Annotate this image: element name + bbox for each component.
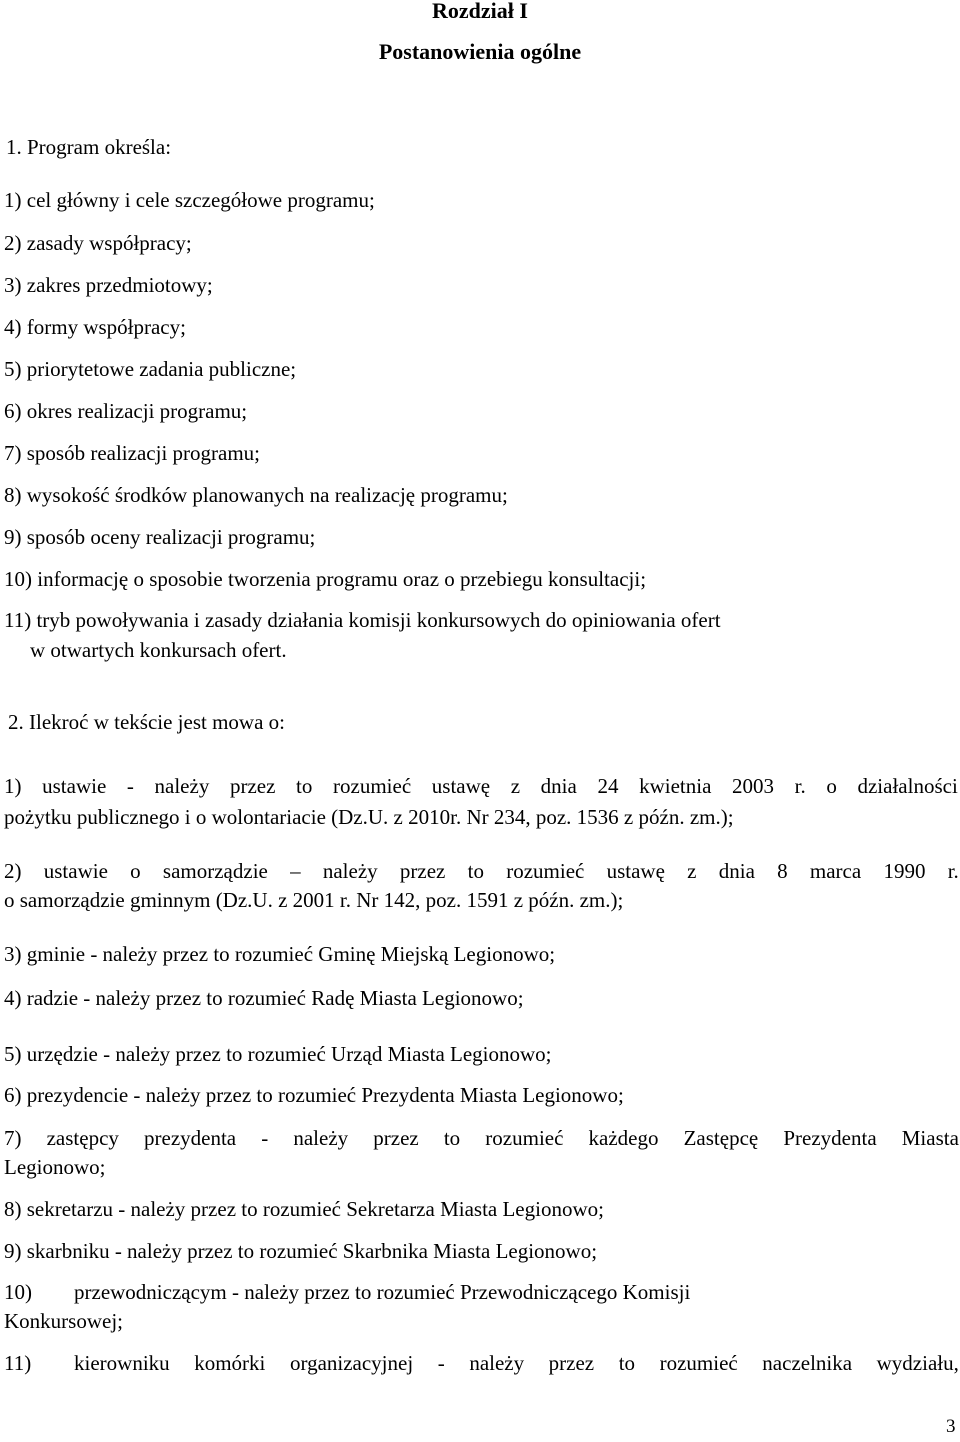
definition-10-number: 10) <box>4 1280 32 1304</box>
list-item-continuation: w otwartych konkursach ofert. <box>30 638 287 662</box>
word: 2003 <box>732 774 775 798</box>
word: prezydenta <box>144 1126 237 1150</box>
definition-10-line-2: Konkursowej; <box>4 1309 123 1333</box>
definition-6: 6) prezydencie - należy przez to rozumieć Prezydenta Miasta Legionowo; <box>4 1083 624 1107</box>
definition-10-line-1 <box>4 1278 690 1306</box>
definition-1-line-1 <box>4 772 958 800</box>
word: przez <box>548 1351 595 1375</box>
word: 1990 <box>883 859 926 883</box>
word: przez <box>373 1126 419 1150</box>
chapter-title: Postanowienia ogólne <box>378 39 582 64</box>
word: to <box>467 859 484 883</box>
word: o <box>130 859 141 883</box>
word: należy <box>154 774 210 798</box>
list-item: 6) okres realizacji programu; <box>4 399 248 423</box>
word: to <box>618 1351 636 1375</box>
definition-4: 4) radzie - należy przez to rozumieć Radę Miasta Legionowo; <box>4 986 524 1010</box>
list-item: 2) zasady współpracy; <box>4 231 192 255</box>
definition-9: 9) skarbniku - należy przez to rozumieć Skarbnika Miasta Legionowo; <box>4 1239 598 1263</box>
section-1-intro: 1. Program określa: <box>6 135 172 159</box>
chapter-heading: Rozdział I <box>432 0 528 23</box>
word: każdego <box>588 1126 659 1150</box>
word: rozumieć <box>333 774 412 798</box>
list-item: 5) priorytetowe zadania publiczne; <box>4 357 297 381</box>
word: – <box>290 859 301 883</box>
word: dnia <box>718 859 755 883</box>
word: 2) <box>4 859 22 883</box>
word: 24 <box>597 774 619 798</box>
word: kwietnia <box>639 774 712 798</box>
word: zastępcy <box>46 1126 119 1150</box>
word: kierowniku <box>74 1351 170 1375</box>
word: o <box>826 774 837 798</box>
word: należy <box>293 1126 349 1150</box>
word: 1) <box>4 774 22 798</box>
definition-1-line-2: pożytku publicznego i o wolontariacie (Dz.U. z 2010r. Nr 234, poz. 1536 z późn. zm.); <box>4 805 734 829</box>
word: ustawie <box>42 774 107 798</box>
list-item: 1) cel główny i cele szczegółowe programu; <box>4 188 375 212</box>
word: działalności <box>857 774 958 798</box>
word: 8 <box>777 859 788 883</box>
word: Zastępcę <box>683 1126 759 1150</box>
definition-3: 3) gminie - należy przez to rozumieć Gminę Miejską Legionowo; <box>4 942 556 966</box>
definition-10-text: przewodniczącym - należy przez to rozumieć Przewodniczącego Komisji <box>74 1280 691 1304</box>
word: to <box>443 1126 461 1150</box>
list-item: 7) sposób realizacji programu; <box>4 441 260 465</box>
definition-2-line-1 <box>4 857 959 885</box>
page-number: 3 <box>946 1416 956 1437</box>
word: - <box>126 774 134 798</box>
list-item: 8) wysokość środków planowanych na realizację programu; <box>4 483 508 507</box>
word: rozumieć <box>659 1351 738 1375</box>
definition-2-line-2: o samorządzie gminnym (Dz.U. z 2001 r. Nr 142, poz. 1591 z późn. zm.); <box>4 888 624 912</box>
word: z <box>510 774 521 798</box>
word: dnia <box>540 774 577 798</box>
definition-11-text <box>74 1349 959 1377</box>
word: wydziału, <box>876 1351 959 1375</box>
word: rozumieć <box>485 1126 564 1150</box>
word: r. <box>794 774 806 798</box>
word: to <box>296 774 313 798</box>
word: Miasta <box>901 1126 959 1150</box>
definition-11-number: 11) <box>4 1351 32 1375</box>
word: z <box>687 859 697 883</box>
section-2-intro: 2. Ilekroć w tekście jest mowa o: <box>8 710 285 734</box>
definition-5: 5) urzędzie - należy przez to rozumieć Urząd Miasta Legionowo; <box>4 1042 552 1066</box>
list-item: 11) tryb powoływania i zasady działania komisji konkursowych do opiniowania ofert <box>4 608 721 632</box>
word: komórki <box>194 1351 266 1375</box>
word: ustawę <box>431 774 491 798</box>
word: rozumieć <box>506 859 585 883</box>
word: należy <box>322 859 378 883</box>
word: ustawę <box>606 859 665 883</box>
word: ustawie <box>43 859 108 883</box>
word: należy <box>469 1351 525 1375</box>
definition-8: 8) sekretarzu - należy przez to rozumieć Sekretarza Miasta Legionowo; <box>4 1197 604 1221</box>
definition-11-line-1 <box>4 1349 959 1377</box>
word: marca <box>809 859 862 883</box>
word: przez <box>399 859 446 883</box>
list-item: 4) formy współpracy; <box>4 315 186 339</box>
word: naczelnika <box>762 1351 853 1375</box>
definition-7-line-1 <box>4 1124 959 1152</box>
word: r. <box>947 859 959 883</box>
definition-7-line-2: Legionowo; <box>4 1155 106 1179</box>
list-item: 3) zakres przedmiotowy; <box>4 273 213 297</box>
word: organizacyjnej <box>289 1351 414 1375</box>
word: - <box>261 1126 269 1150</box>
list-item: 10) informację o sposobie tworzenia programu oraz o przebiegu konsultacji; <box>4 567 647 591</box>
word: 7) <box>4 1126 22 1150</box>
list-item: 9) sposób oceny realizacji programu; <box>4 525 316 549</box>
word: przez <box>229 774 276 798</box>
word: - <box>437 1351 445 1375</box>
word: Prezydenta <box>783 1126 877 1150</box>
word: samorządzie <box>162 859 268 883</box>
